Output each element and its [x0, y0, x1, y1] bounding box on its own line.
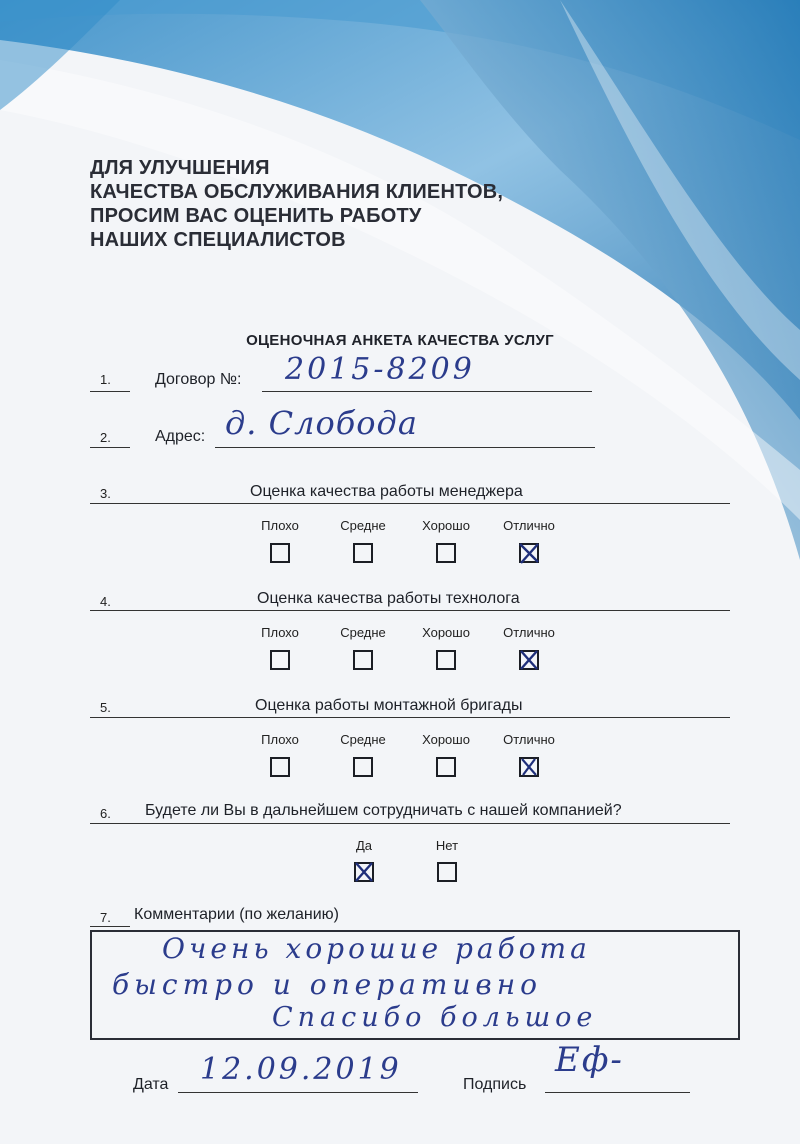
q4-checkbox-excellent[interactable] [519, 650, 539, 670]
q5-line [90, 717, 730, 718]
q4-checkbox-good[interactable] [436, 650, 456, 670]
q6-number: 6. [100, 806, 111, 821]
date-value[interactable]: 12.09.2019 [200, 1052, 402, 1087]
q3-checkbox-average[interactable] [353, 543, 373, 563]
q5-option-bad: Плохо [261, 732, 299, 747]
q6-checkbox-no[interactable] [437, 862, 457, 882]
q7-number-line [90, 926, 130, 927]
check-mark-icon [518, 756, 540, 778]
q5-option-average: Средне [340, 732, 386, 747]
q3-checkbox-bad[interactable] [270, 543, 290, 563]
address-value[interactable]: д. Слобода [225, 404, 418, 442]
form-title: ОЦЕНОЧНАЯ АНКЕТА КАЧЕСТВА УСЛУГ [246, 332, 554, 349]
q2-field-line [215, 447, 595, 448]
q2-label: Адрес: [155, 428, 206, 445]
q3-line [90, 503, 730, 504]
signature-line [545, 1092, 690, 1093]
q4-option-average: Средне [340, 625, 386, 640]
q5-checkbox-excellent[interactable] [519, 757, 539, 777]
q3-option-excellent: Отлично [503, 518, 555, 533]
check-mark-icon [353, 861, 375, 883]
q6-option-no: Нет [435, 838, 459, 853]
heading-line-4: НАШИХ СПЕЦИАЛИСТОВ [90, 229, 346, 251]
q4-option-excellent: Отлично [503, 625, 555, 640]
q2-number: 2. [100, 430, 111, 445]
q5-number: 5. [100, 700, 111, 715]
heading-line-1: ДЛЯ УЛУЧШЕНИЯ [90, 157, 270, 179]
q5-option-excellent: Отлично [503, 732, 555, 747]
check-mark-icon [518, 649, 540, 671]
q4-checkbox-average[interactable] [353, 650, 373, 670]
contract-number-value[interactable]: 2015-8209 [285, 352, 475, 387]
q1-label: Договор №: [155, 371, 242, 388]
q2-number-line [90, 447, 130, 448]
q6-option-yes: Да [355, 838, 373, 853]
q1-number: 1. [100, 372, 111, 387]
q6-label: Будете ли Вы в дальнейшем сотрудничать с нашей компанией? [145, 802, 622, 819]
q3-option-good: Хорошо [422, 518, 470, 533]
q4-checkbox-bad[interactable] [270, 650, 290, 670]
q5-checkbox-bad[interactable] [270, 757, 290, 777]
q4-number: 4. [100, 594, 111, 609]
signature-value[interactable]: Еф- [555, 1040, 624, 1080]
q6-line [90, 823, 730, 824]
q1-number-line [90, 391, 130, 392]
q4-option-bad: Плохо [261, 625, 299, 640]
heading-line-3: ПРОСИМ ВАС ОЦЕНИТЬ РАБОТУ [90, 205, 422, 227]
form-heading [90, 156, 503, 252]
q7-label: Комментарии (по желанию) [134, 906, 339, 923]
q4-label: Оценка качества работы технолога [257, 590, 520, 607]
q4-option-good: Хорошо [422, 625, 470, 640]
q5-option-good: Хорошо [422, 732, 470, 747]
q1-field-line [262, 391, 592, 392]
q4-line [90, 610, 730, 611]
comment-line-1: Очень хорошие работа [162, 932, 591, 965]
date-label: Дата [133, 1076, 169, 1093]
q3-label: Оценка качества работы менеджера [250, 483, 523, 500]
signature-label: Подпись [463, 1076, 527, 1093]
q3-option-average: Средне [340, 518, 386, 533]
check-mark-icon [518, 542, 540, 564]
comments-box[interactable] [90, 930, 740, 1040]
date-line [178, 1092, 418, 1093]
q5-checkbox-average[interactable] [353, 757, 373, 777]
heading-line-2: КАЧЕСТВА ОБСЛУЖИВАНИЯ КЛИЕНТОВ, [90, 181, 504, 203]
q3-checkbox-excellent[interactable] [519, 543, 539, 563]
q7-number: 7. [100, 910, 111, 925]
q5-label: Оценка работы монтажной бригады [255, 697, 523, 714]
q3-option-bad: Плохо [261, 518, 299, 533]
comment-line-3: Спасибо большое [272, 1002, 598, 1033]
q5-checkbox-good[interactable] [436, 757, 456, 777]
q3-checkbox-good[interactable] [436, 543, 456, 563]
q3-number: 3. [100, 486, 111, 501]
comment-line-2: быстро и оперативно [112, 968, 543, 1001]
q6-checkbox-yes[interactable] [354, 862, 374, 882]
